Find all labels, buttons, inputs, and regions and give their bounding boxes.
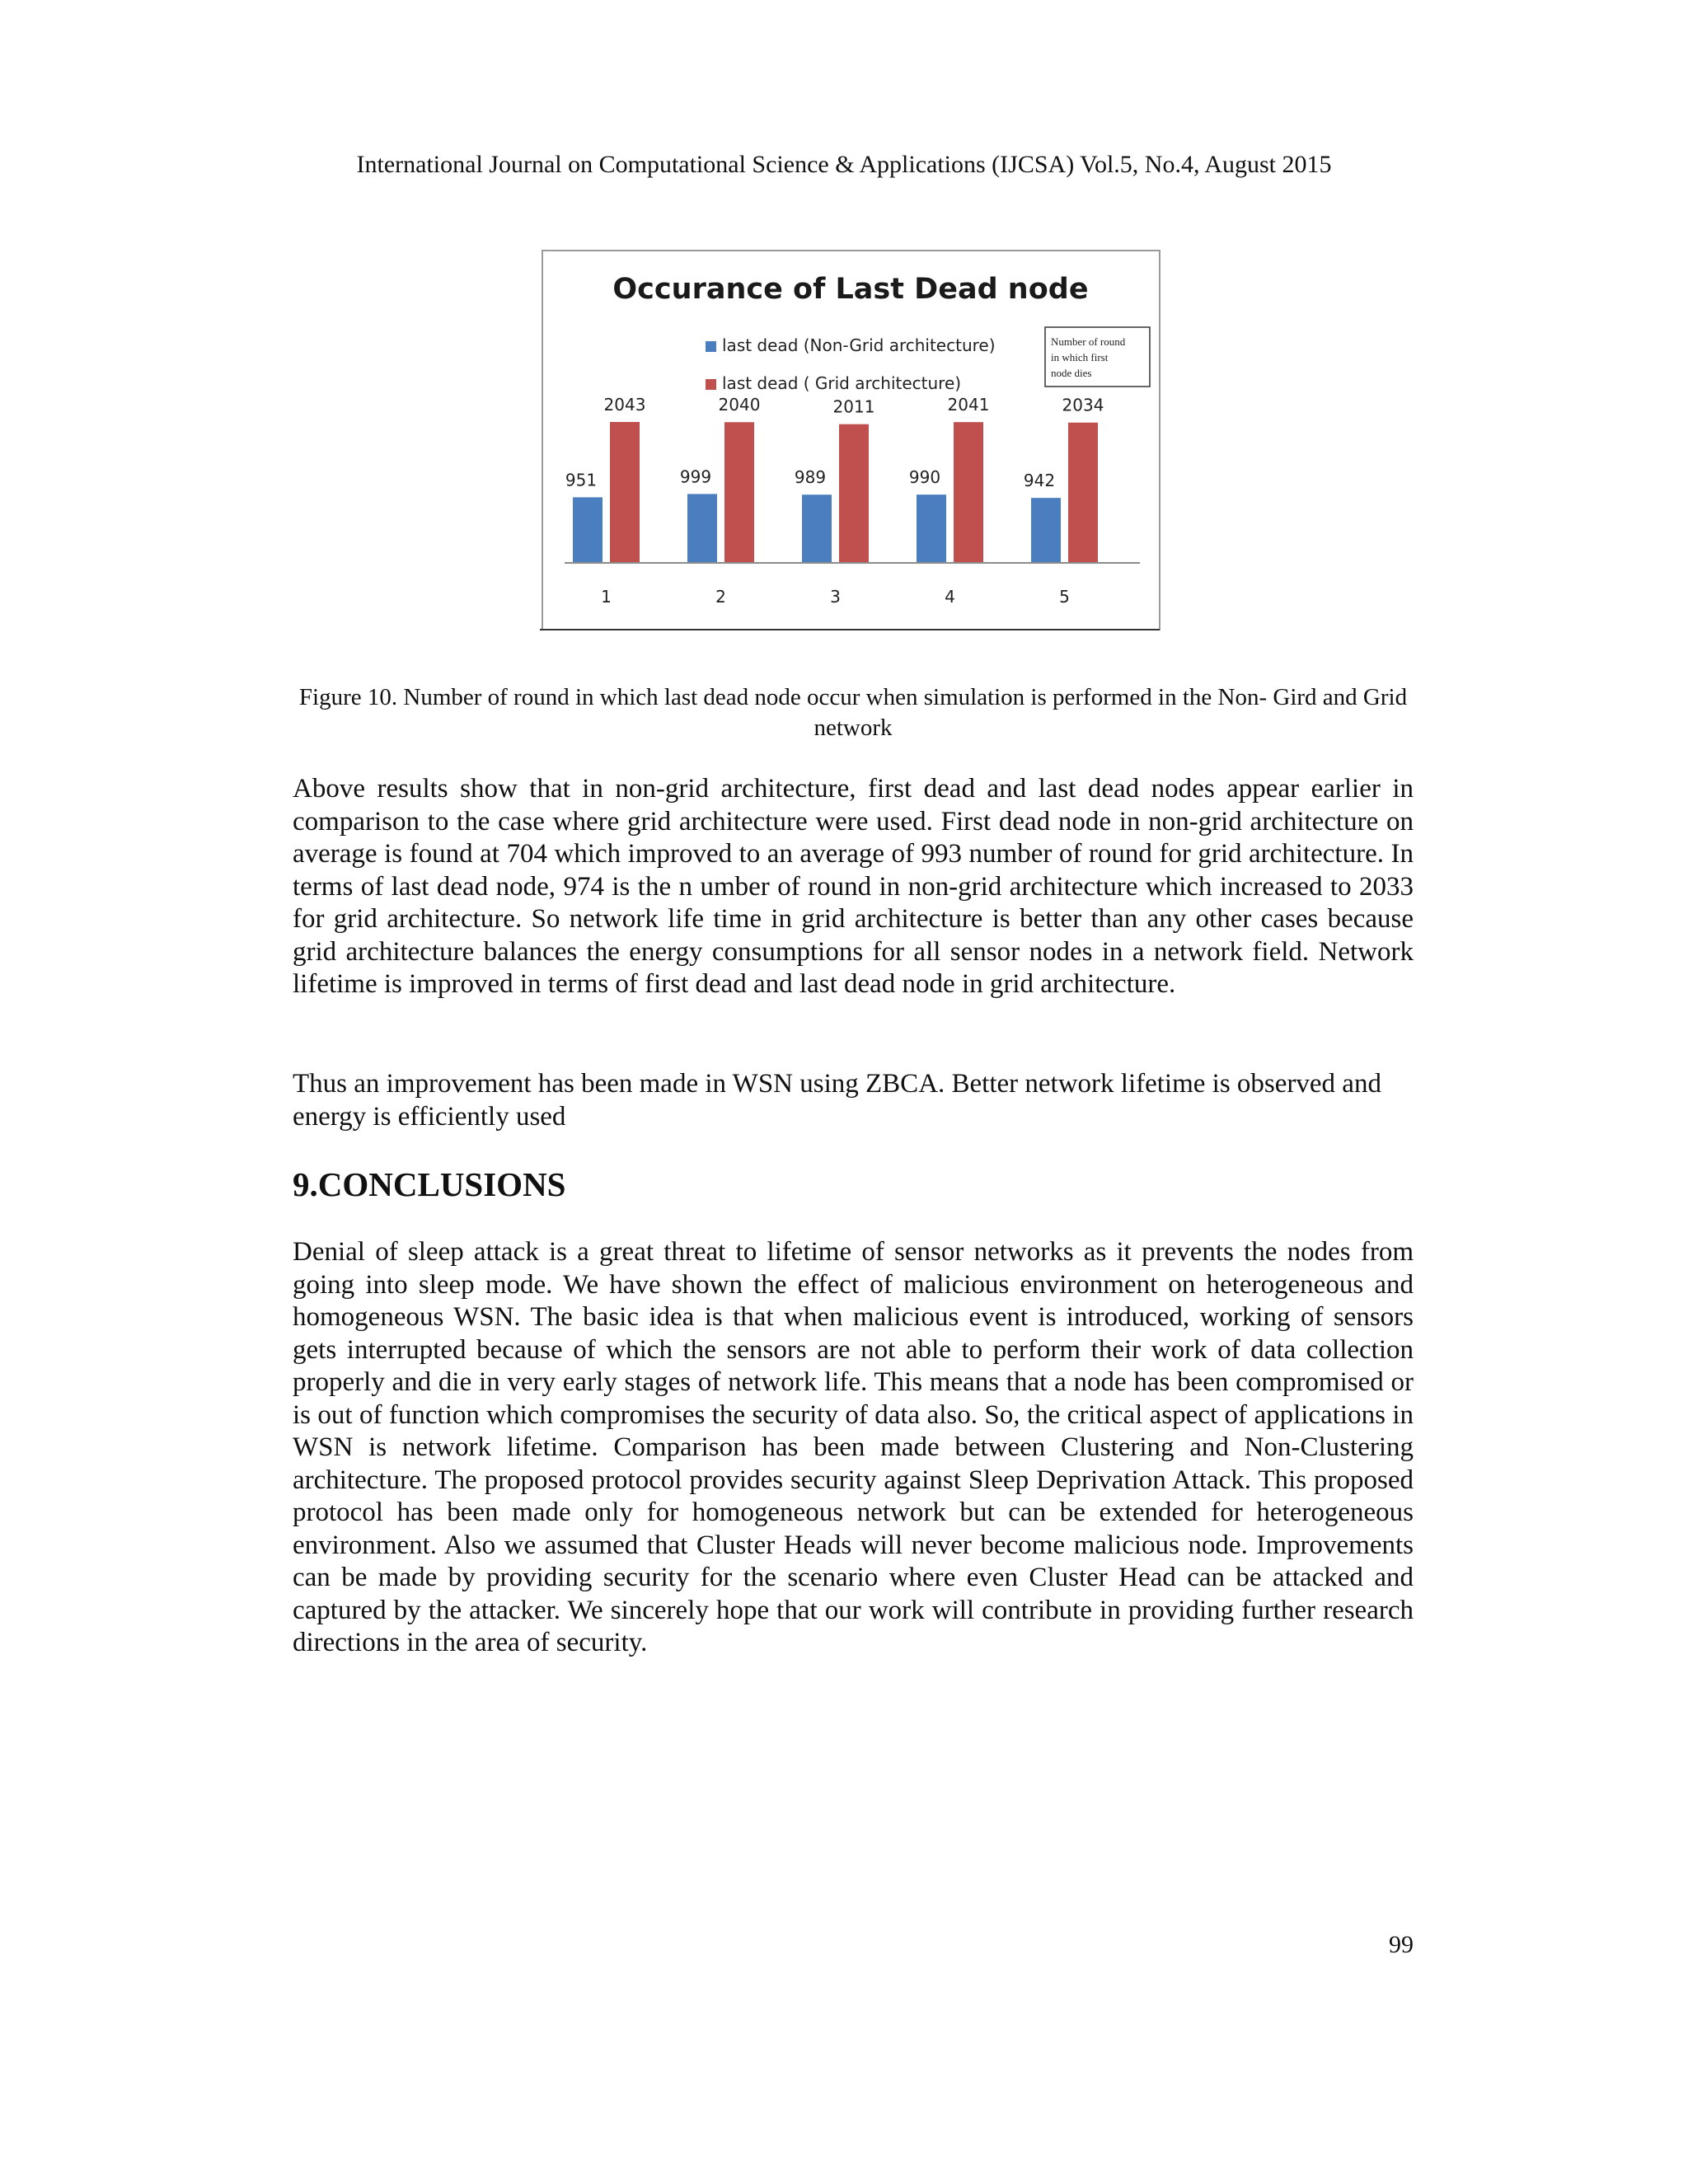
data-label-grid-4: 2041 (947, 395, 990, 415)
figure-10 (540, 249, 1162, 634)
x-tick-label-5: 5 (1059, 587, 1070, 607)
annotation-line-1: Number of round (1051, 335, 1126, 348)
annotation-line-3: node dies (1051, 367, 1092, 379)
bar-non-grid-4 (917, 494, 946, 563)
figure-caption: Figure 10. Number of round in which last dead node occur when simulation is performed in the Non- Gird and Grid network (298, 684, 1408, 741)
x-tick-label-3: 3 (830, 587, 841, 607)
data-label-non-grid-4: 990 (908, 467, 941, 488)
bar-non-grid-3 (802, 494, 832, 563)
data-label-grid-3: 2011 (832, 396, 875, 417)
data-label-non-grid-1: 951 (565, 470, 598, 490)
bar-grid-2 (724, 422, 754, 563)
data-label-non-grid-5: 942 (1023, 471, 1056, 491)
improvement-paragraph: Thus an improvement has been made in WSN using ZBCA. Better network lifetime is observed and energy is efficiently used (293, 1069, 1381, 1132)
bar-grid-5 (1068, 423, 1098, 563)
bar-grid-1 (610, 422, 640, 563)
last-dead-node-chart (540, 249, 1162, 634)
page-number: 99 (1389, 1931, 1414, 1958)
legend-swatch-non-grid (706, 341, 716, 352)
x-tick-label-4: 4 (945, 587, 955, 607)
bar-non-grid-2 (687, 494, 717, 563)
data-label-grid-1: 2043 (603, 394, 646, 415)
running-header: International Journal on Computational Science & Applications (IJCSA) Vol.5, No.4, August 2015 (356, 151, 1332, 178)
x-tick-label-2: 2 (715, 587, 726, 607)
bar-non-grid-1 (573, 497, 603, 563)
data-label-grid-2: 2040 (718, 395, 761, 415)
data-label-non-grid-2: 999 (679, 466, 712, 487)
legend-label-grid: last dead ( Grid architecture) (722, 373, 962, 393)
data-label-grid-5: 2034 (1062, 395, 1104, 415)
chart-title: Occurance of Last Dead node (612, 273, 1089, 306)
legend-swatch-grid (706, 379, 716, 390)
x-tick-label-1: 1 (601, 587, 612, 607)
bar-grid-4 (954, 422, 983, 563)
bar-non-grid-5 (1031, 498, 1061, 563)
annotation-line-2: in which first (1051, 351, 1109, 363)
data-label-non-grid-3: 989 (794, 467, 827, 488)
conclusions-paragraph: Denial of sleep attack is a great threat to lifetime of sensor networks as it prevents the nodes from going into sleep mode. We have shown the effect of malicious environment on heterogeneous and homogeneous WSN. The basic idea is that when malicious event is introduced, working of sensors gets interrupted because of which the sensors are not able to perform their work of data collection properly and die in very early stages of network life. This means that a node has been compromised or is out of function which compromises the security of data also. So, the critical aspect of applications in WSN is network lifetime. Comparison has been made between Clustering and Non-Clustering architecture. The proposed protocol provides security against Sleep Deprivation Attack. This proposed protocol has been made only for homogeneous network but can be extended for heterogeneous environment. Also we assumed that Cluster Heads will never become malicious node. Improvements can be made by providing security for the scenario where even Cluster Head can be attacked and captured by the attacker. We sincerely hope that our work will contribute in providing further research directions in the area of security. (293, 1237, 1414, 1657)
results-paragraph: Above results show that in non-grid architecture, first dead and last dead nodes appear earlier in comparison to the case where grid architecture were used. First dead node in non-grid architecture on average is found at 704 which improved to an average of 993 number of round for grid architecture. In terms of last dead node, 974 is the n umber of round in non-grid architecture which increased to 2033 for grid architecture. So network life time in grid architecture is better than any other cases because grid architecture balances the energy consumptions for all sensor nodes in a network field. Network lifetime is improved in terms of first dead and last dead node in grid architecture. (293, 774, 1414, 999)
legend-label-non-grid: last dead (Non-Grid architecture) (722, 335, 996, 355)
bar-grid-3 (839, 424, 869, 563)
section-heading: 9.CONCLUSIONS (293, 1165, 566, 1203)
